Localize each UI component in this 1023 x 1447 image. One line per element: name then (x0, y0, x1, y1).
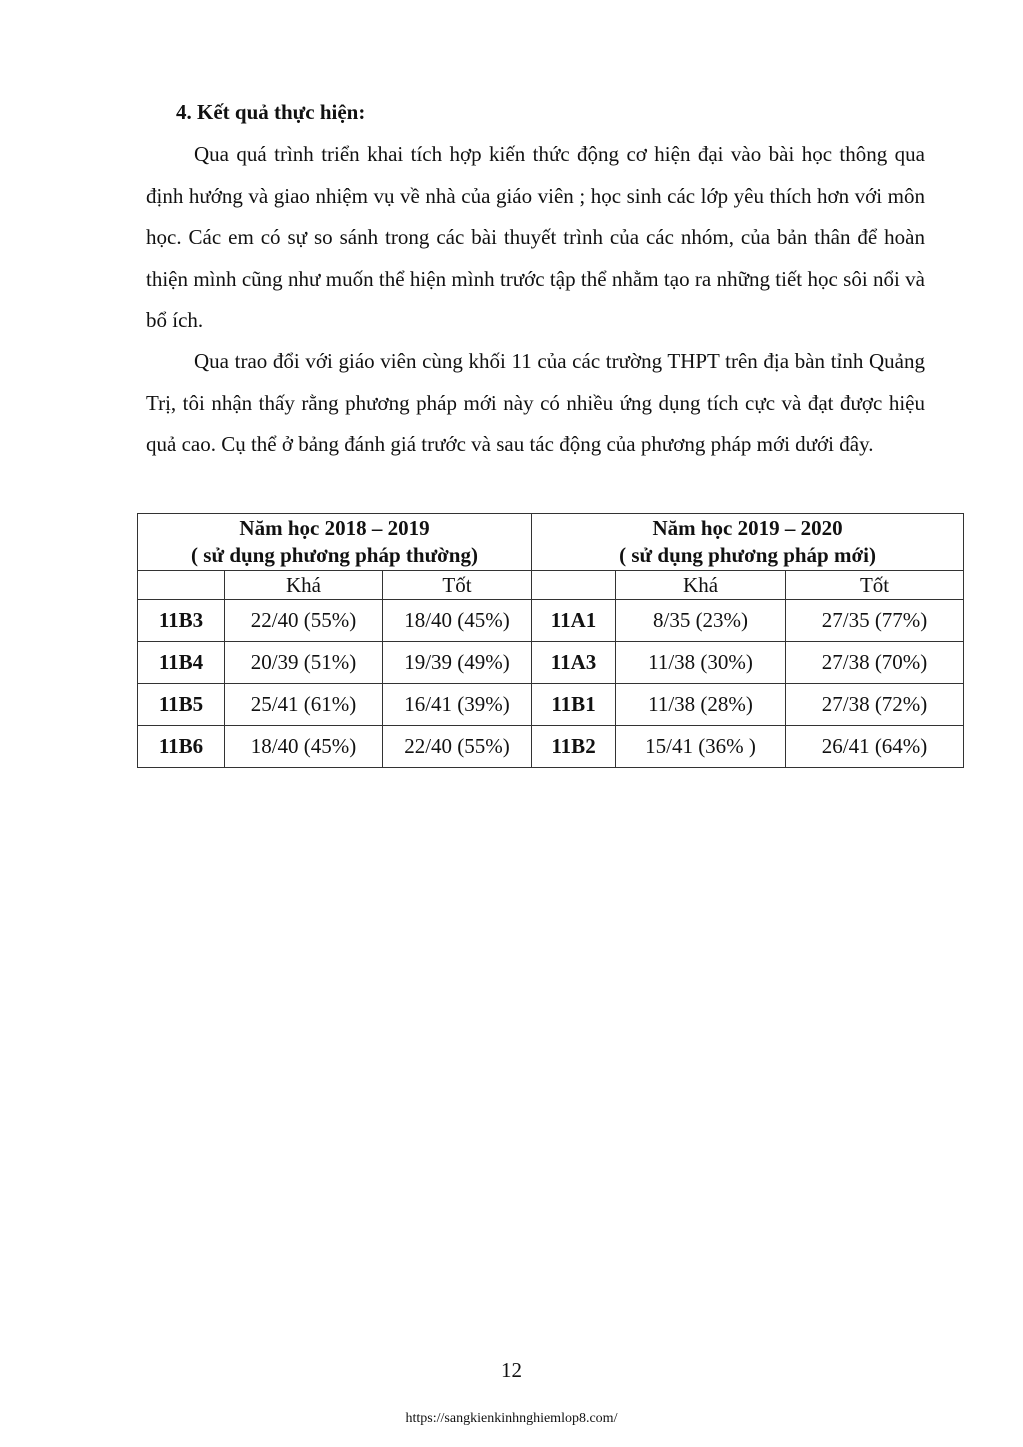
left-class-cell: 11B4 (138, 642, 225, 684)
left-tot-cell: 19/39 (49%) (383, 642, 532, 684)
right-tot-cell: 26/41 (64%) (786, 726, 964, 768)
left-tot-cell: 18/40 (45%) (383, 600, 532, 642)
right-tot-cell: 27/35 (77%) (786, 600, 964, 642)
table-header-row (138, 514, 964, 571)
left-tot-cell: 16/41 (39%) (383, 684, 532, 726)
section-heading: 4. Kết quả thực hiện: (176, 100, 366, 124)
table-row (138, 684, 964, 726)
table-row (138, 726, 964, 768)
results-table (137, 513, 964, 768)
left-class-cell: 11B3 (138, 600, 225, 642)
subheader-left-kha: Khá (225, 571, 383, 600)
subheader-right-kha: Khá (616, 571, 786, 600)
right-kha-cell: 8/35 (23%) (616, 600, 786, 642)
paragraph-2: Qua trao đổi với giáo viên cùng khối 11 của các trường THPT trên địa bàn tỉnh Quảng Trị, tôi nhận thấy rằng phương pháp mới này có nhiều ứng dụng tích cực và đạt được hiệu quả cao. Cụ thể ở bảng đánh giá trước và sau tác động của phương pháp mới dưới đây. (146, 349, 925, 456)
subheader-right-tot: Tốt (786, 571, 964, 600)
page-number: 12 (501, 1358, 522, 1382)
left-kha-cell: 18/40 (45%) (225, 726, 383, 768)
subheader-right-empty (532, 571, 616, 600)
paragraph-1: Qua quá trình triển khai tích hợp kiến thức động cơ hiện đại vào bài học thông qua định hướng và giao nhiệm vụ về nhà của giáo viên ; học sinh các lớp yêu thích hơn với môn học. Các em có sự so sánh trong các bài thuyết trình của các nhóm, của bản thân để hoàn thiện mình cũng như muốn thể hiện mình trước tập thể nhằm tạo ra những tiết học sôi nổi và bổ ích. (146, 142, 925, 332)
left-kha-cell: 22/40 (55%) (225, 600, 383, 642)
right-kha-cell: 15/41 (36% ) (616, 726, 786, 768)
left-class-cell: 11B6 (138, 726, 225, 768)
footer-url[interactable]: https://sangkienkinhnghiemlop8.com/ (405, 1411, 618, 1426)
header-left-year: Năm học 2018 – 2019 (239, 516, 430, 540)
header-2019-2020 (532, 514, 964, 571)
subheader-left-tot: Tốt (383, 571, 532, 600)
table-row (138, 642, 964, 684)
left-kha-cell: 25/41 (61%) (225, 684, 383, 726)
left-kha-cell: 20/39 (51%) (225, 642, 383, 684)
right-class-cell: 11A3 (532, 642, 616, 684)
right-tot-cell: 27/38 (70%) (786, 642, 964, 684)
header-left-method: ( sử dụng phương pháp thường) (191, 543, 478, 567)
header-right-year: Năm học 2019 – 2020 (652, 516, 843, 540)
left-class-cell: 11B5 (138, 684, 225, 726)
left-tot-cell: 22/40 (55%) (383, 726, 532, 768)
table-row (138, 600, 964, 642)
right-kha-cell: 11/38 (30%) (616, 642, 786, 684)
table-subheader-row (138, 571, 964, 600)
subheader-left-empty (138, 571, 225, 600)
right-class-cell: 11B1 (532, 684, 616, 726)
right-tot-cell: 27/38 (72%) (786, 684, 964, 726)
right-class-cell: 11A1 (532, 600, 616, 642)
header-right-method: ( sử dụng phương pháp mới) (619, 543, 876, 567)
right-class-cell: 11B2 (532, 726, 616, 768)
right-kha-cell: 11/38 (28%) (616, 684, 786, 726)
header-2018-2019 (138, 514, 532, 571)
